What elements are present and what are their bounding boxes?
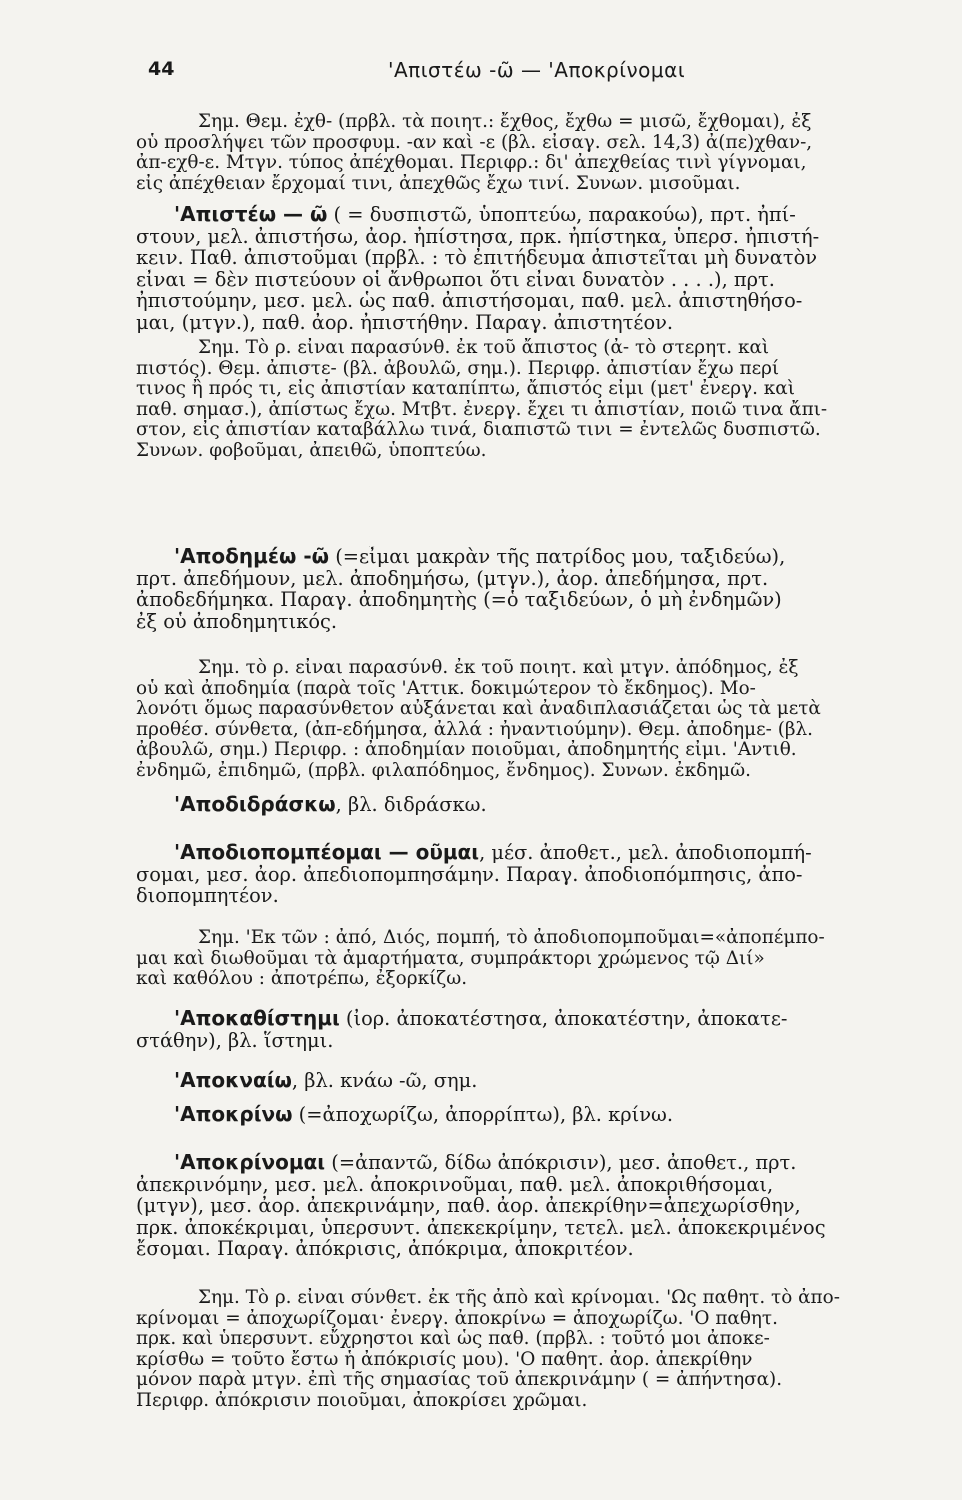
text-line xyxy=(136,1070,956,1092)
entry-entry-apodemeo xyxy=(136,546,956,632)
text-line xyxy=(136,1008,956,1030)
text-line xyxy=(136,420,956,441)
text-line xyxy=(136,204,956,226)
line-text: τινος ἢ πρός τι, εἰς ἀπιστίαν καταπίπτω, ἄπιστός εἰμι (μετ' ἐνεργ. καὶ xyxy=(136,379,795,400)
text-line xyxy=(136,338,956,359)
headword: 'Αποκρίνομαι xyxy=(174,1152,326,1174)
text-line xyxy=(136,658,956,679)
line-text: οὗ προσλήψει τῶν προσφυμ. -αν καὶ -ε (βλ. εἰσαγ. σελ. 14,3) ἀ(πε)χθαν-, xyxy=(136,132,813,153)
line-text: (μτγν), μεσ. ἀορ. ἀπεκρινάμην, παθ. ἀορ. ἀπεκρίθην=ἀπεχωρίσθην, xyxy=(136,1195,801,1217)
line-text: στον, εἰς ἀπιστίαν καταβάλλω τινά, διαπιστῶ τινι = ἐντελῶς δυσπιστῶ. xyxy=(136,420,821,441)
entry-entry-apoknaio xyxy=(136,1070,956,1092)
line-text: ἐξ οὗ ἀποδημητικός. xyxy=(136,610,338,633)
line-text: (=ἀποχωρίζω, ἀπορρίπτω), βλ. κρίνω. xyxy=(292,1104,674,1126)
text-line xyxy=(136,928,956,949)
text-line xyxy=(136,969,956,990)
line-text: ἀπεκρινόμην, μεσ. μελ. ἀποκρινοῦμαι, παθ. μελ. ἀποκριθήσομαι, xyxy=(136,1173,774,1196)
text-line xyxy=(136,1288,956,1309)
line-text: μόνον παρὰ μτγν. ἐπὶ τῆς σημασίας τοῦ ἀπεκρινάμην ( = ἀπήντησα). xyxy=(136,1370,783,1391)
text-line xyxy=(136,885,956,907)
headword: 'Αποκναίω xyxy=(174,1070,292,1092)
line-text: οὗ καὶ ἀποδημία (παρὰ τοῖς 'Αττικ. δοκιμώτερον τὸ ἔκδημος). Μο- xyxy=(136,678,756,699)
note-note-apodemos xyxy=(136,658,956,782)
headword: 'Αποκρίνω xyxy=(174,1104,293,1126)
text-line xyxy=(136,546,956,568)
line-text: , βλ. κνάω -ῶ, σημ. xyxy=(291,1070,478,1092)
entry-entry-apokrinomai xyxy=(136,1152,956,1260)
line-text: (ἰορ. ἀποκατέστησα, ἀποκατέστην, ἀποκατε- xyxy=(339,1008,788,1030)
note-note-apokrinomai xyxy=(136,1288,956,1412)
line-text: Σημ. Τὸ ρ. εἶναι παρασύνθ. ἐκ τοῦ ἄπιστος (ἀ- τὸ στερητ. καὶ xyxy=(198,338,770,358)
text-line xyxy=(136,1309,956,1330)
line-text: ( = δυσπιστῶ, ὑποπτεύω, παρακούω), πρτ. ἠπί- xyxy=(327,204,796,226)
text-line xyxy=(136,761,956,782)
text-line xyxy=(136,740,956,761)
entry-entry-apodiopompeomai xyxy=(136,842,956,907)
text-line xyxy=(136,1238,956,1260)
line-text: πρκ. ἀποκέκριμαι, ὑπερσυντ. ἀπεκεκρίμην, τετελ. μελ. ἀποκεκριμένος xyxy=(136,1216,826,1239)
entry-entry-apokathistemi xyxy=(136,1008,956,1051)
line-text: πρκ. καὶ ὑπερσυντ. εὔχρηστοι καὶ ὡς παθ. (πρβλ. : τοῦτό μοι ἀποκε- xyxy=(136,1329,770,1350)
line-text: Περιφρ. ἀπόκρισιν ποιοῦμαι, ἀποκρίσει χρῶμαι. xyxy=(136,1390,588,1411)
headword: 'Αποδιδράσκω xyxy=(174,794,336,816)
note-note-echthos xyxy=(136,112,956,194)
text-line xyxy=(136,949,956,970)
text-line xyxy=(136,699,956,720)
line-text: στάθην), βλ. ἵστημι. xyxy=(136,1029,334,1052)
text-line xyxy=(136,441,956,462)
line-text: Σημ. 'Εκ τῶν : ἀπό, Διός, πομπή, τὸ ἀποδιοπομποῦμαι=«ἀποπέμπο- xyxy=(198,928,825,948)
line-text: στουν, μελ. ἀπιστήσω, ἀορ. ἠπίστησα, πρκ. ἠπίστηκα, ὑπερσ. ἠπιστή- xyxy=(136,225,820,248)
text-line xyxy=(136,611,956,633)
text-line xyxy=(136,720,956,741)
line-text: , βλ. διδράσκω. xyxy=(335,794,487,816)
line-text: (=εἶμαι μακρὰν τῆς πατρίδος μου, ταξιδεύω), xyxy=(329,546,786,568)
entry-entry-apodidrasko xyxy=(136,794,956,816)
line-text: μαι, (μτγν.), παθ. ἀορ. ἠπιστήθην. Παραγ. ἀπιστητέον. xyxy=(136,311,674,334)
note-note-apistos xyxy=(136,338,956,462)
text-line xyxy=(136,679,956,700)
text-line xyxy=(136,1350,956,1371)
line-text: ἔσομαι. Παραγ. ἀπόκρισις, ἀπόκριμα, ἀποκριτέον. xyxy=(136,1238,634,1260)
text-line xyxy=(136,568,956,590)
line-text: παθ. σημασ.), ἀπίστως ἔχω. Μτβτ. ἐνεργ. ἔχει τι ἀπιστίαν, ποιῶ τινα ἄπι- xyxy=(136,399,828,420)
text-line xyxy=(136,1174,956,1196)
line-text: καὶ καθόλου : ἀποτρέπω, ἐξορκίζω. xyxy=(136,969,468,990)
page-number: 44 xyxy=(148,58,175,80)
line-text: ἠπιστούμην, μεσ. μελ. ὡς παθ. ἀπιστήσομαι, παθ. μελ. ἀπιστηθήσο- xyxy=(136,290,803,312)
text-line xyxy=(136,1370,956,1391)
text-line xyxy=(136,1104,956,1126)
line-text: κρίσθω = τοῦτο ἔστω ἡ ἀπόκρισίς μου). 'Ο παθητ. ἀορ. ἀπεκρίθην xyxy=(136,1349,753,1370)
text-line xyxy=(136,842,956,864)
line-text: Σημ. τὸ ρ. εἶναι παρασύνθ. ἐκ τοῦ ποιητ. καὶ μτγν. ἀπόδημος, ἐξ xyxy=(198,658,799,678)
line-text: , μέσ. ἀποθετ., μελ. ἀποδιοπομπή- xyxy=(479,842,812,864)
line-text: ἀποδεδήμηκα. Παραγ. ἀποδημητὴς (=ὁ ταξιδεύων, ὁ μὴ ἐνδημῶν) xyxy=(136,589,782,611)
text-line xyxy=(136,400,956,421)
line-text: ἐνδημῶ, ἐπιδημῶ, (πρβλ. φιλαπόδημος, ἔνδημος). Συνων. ἐκδημῶ. xyxy=(136,760,751,781)
text-line xyxy=(136,112,956,133)
text-line xyxy=(136,1329,956,1350)
line-text: λονότι ὅμως παρασύνθετον αὐξάνεται καὶ ἀναδιπλασιάζεται ὡς τὰ μετὰ xyxy=(136,699,821,720)
line-text: Σημ. Θεμ. ἐχθ- (πρβλ. τὰ ποιητ.: ἔχθος, ἔχθω = μισῶ, ἔχθομαι), ἐξ xyxy=(198,112,812,132)
line-text: Συνων. φοβοῦμαι, ἀπειθῶ, ὑποπτεύω. xyxy=(136,440,487,461)
line-text: διοπομπητέον. xyxy=(136,885,279,907)
entry-entry-apokrino xyxy=(136,1104,956,1126)
text-line xyxy=(136,174,956,195)
text-line xyxy=(136,133,956,154)
line-text: σομαι, μεσ. ἀορ. ἀπεδιοπομπησάμην. Παραγ. ἀποδιοπόμπησις, ἀπο- xyxy=(136,863,803,886)
text-line xyxy=(136,226,956,248)
line-text: εἰς ἀπέχθειαν ἔρχομαί τινι, ἀπεχθῶς ἔχω τινί. Συνων. μισοῦμαι. xyxy=(136,173,741,194)
text-line xyxy=(136,290,956,312)
line-text: ἀπ-εχθ-ε. Μτγν. τύπος ἀπέχθομαι. Περιφρ.: δι' ἀπεχθείας τινὶ γίγνομαι, xyxy=(136,153,807,174)
entry-entry-apisteo xyxy=(136,204,956,334)
line-text: κειν. Παθ. ἀπιστοῦμαι (πρβλ. : τὸ ἐπιτήδευμα ἀπιστεῖται μὴ δυνατὸν xyxy=(136,247,818,269)
text-line xyxy=(136,794,956,816)
running-title: 'Απιστέω -ῶ — 'Αποκρίνομαι xyxy=(388,58,686,82)
line-text: ἀβουλῶ, σημ.) Περιφρ. : ἀποδημίαν ποιοῦμαι, ἀποδημητής εἰμι. 'Αντιθ. xyxy=(136,740,797,761)
text-line xyxy=(136,1217,956,1239)
line-text: μαι καὶ διωθοῦμαι τὰ ἁμαρτήματα, συμπράκτορι χρώμενος τῷ Διί» xyxy=(136,948,765,969)
text-line xyxy=(136,359,956,380)
line-text: εἶναι = δὲν πιστεύουν οἱ ἄνθρωποι ὅτι εἶναι δυνατὸν . . . .), πρτ. xyxy=(136,268,775,291)
line-text: Σημ. Τὸ ρ. εἶναι σύνθετ. ἐκ τῆς ἀπὸ καὶ κρίνομαι. 'Ως παθητ. τὸ ἀπο- xyxy=(198,1288,840,1308)
text-line xyxy=(136,379,956,400)
text-line xyxy=(136,589,956,611)
text-line xyxy=(136,1152,956,1174)
line-text: πιστός). Θεμ. ἀπιστε- (βλ. ἀβουλῶ, σημ.). Περιφρ. ἀπιστίαν ἔχω περί xyxy=(136,358,780,379)
text-line xyxy=(136,269,956,291)
text-line xyxy=(136,247,956,269)
headword: 'Αποκαθίστημι xyxy=(174,1008,340,1030)
line-text: κρίνομαι = ἀποχωρίζομαι· ἐνεργ. ἀποκρίνω = ἀποχωρίζω. 'Ο παθητ. xyxy=(136,1308,778,1329)
headword: 'Απιστέω — ῶ xyxy=(174,204,328,226)
text-line xyxy=(136,1195,956,1217)
line-text: πρτ. ἀπεδήμουν, μελ. ἀποδημήσω, (μτγν.), ἀορ. ἀπεδήμησα, πρτ. xyxy=(136,567,769,590)
headword: 'Αποδιοπομπέομαι — οῦμαι xyxy=(174,842,480,864)
text-line xyxy=(136,312,956,334)
text-line xyxy=(136,864,956,886)
text-line xyxy=(136,153,956,174)
text-line xyxy=(136,1030,956,1052)
line-text: προθέσ. σύνθετα, (ἀπ-εδήμησα, ἀλλά : ἠναντιούμην). Θεμ. ἀποδημε- (βλ. xyxy=(136,719,814,740)
headword: 'Αποδημέω -ῶ xyxy=(174,546,330,568)
text-line xyxy=(136,1391,956,1412)
line-text: (=ἀπαντῶ, δίδω ἀπόκρισιν), μεσ. ἀποθετ., πρτ. xyxy=(325,1152,797,1174)
note-note-apodiopompeomai xyxy=(136,928,956,990)
